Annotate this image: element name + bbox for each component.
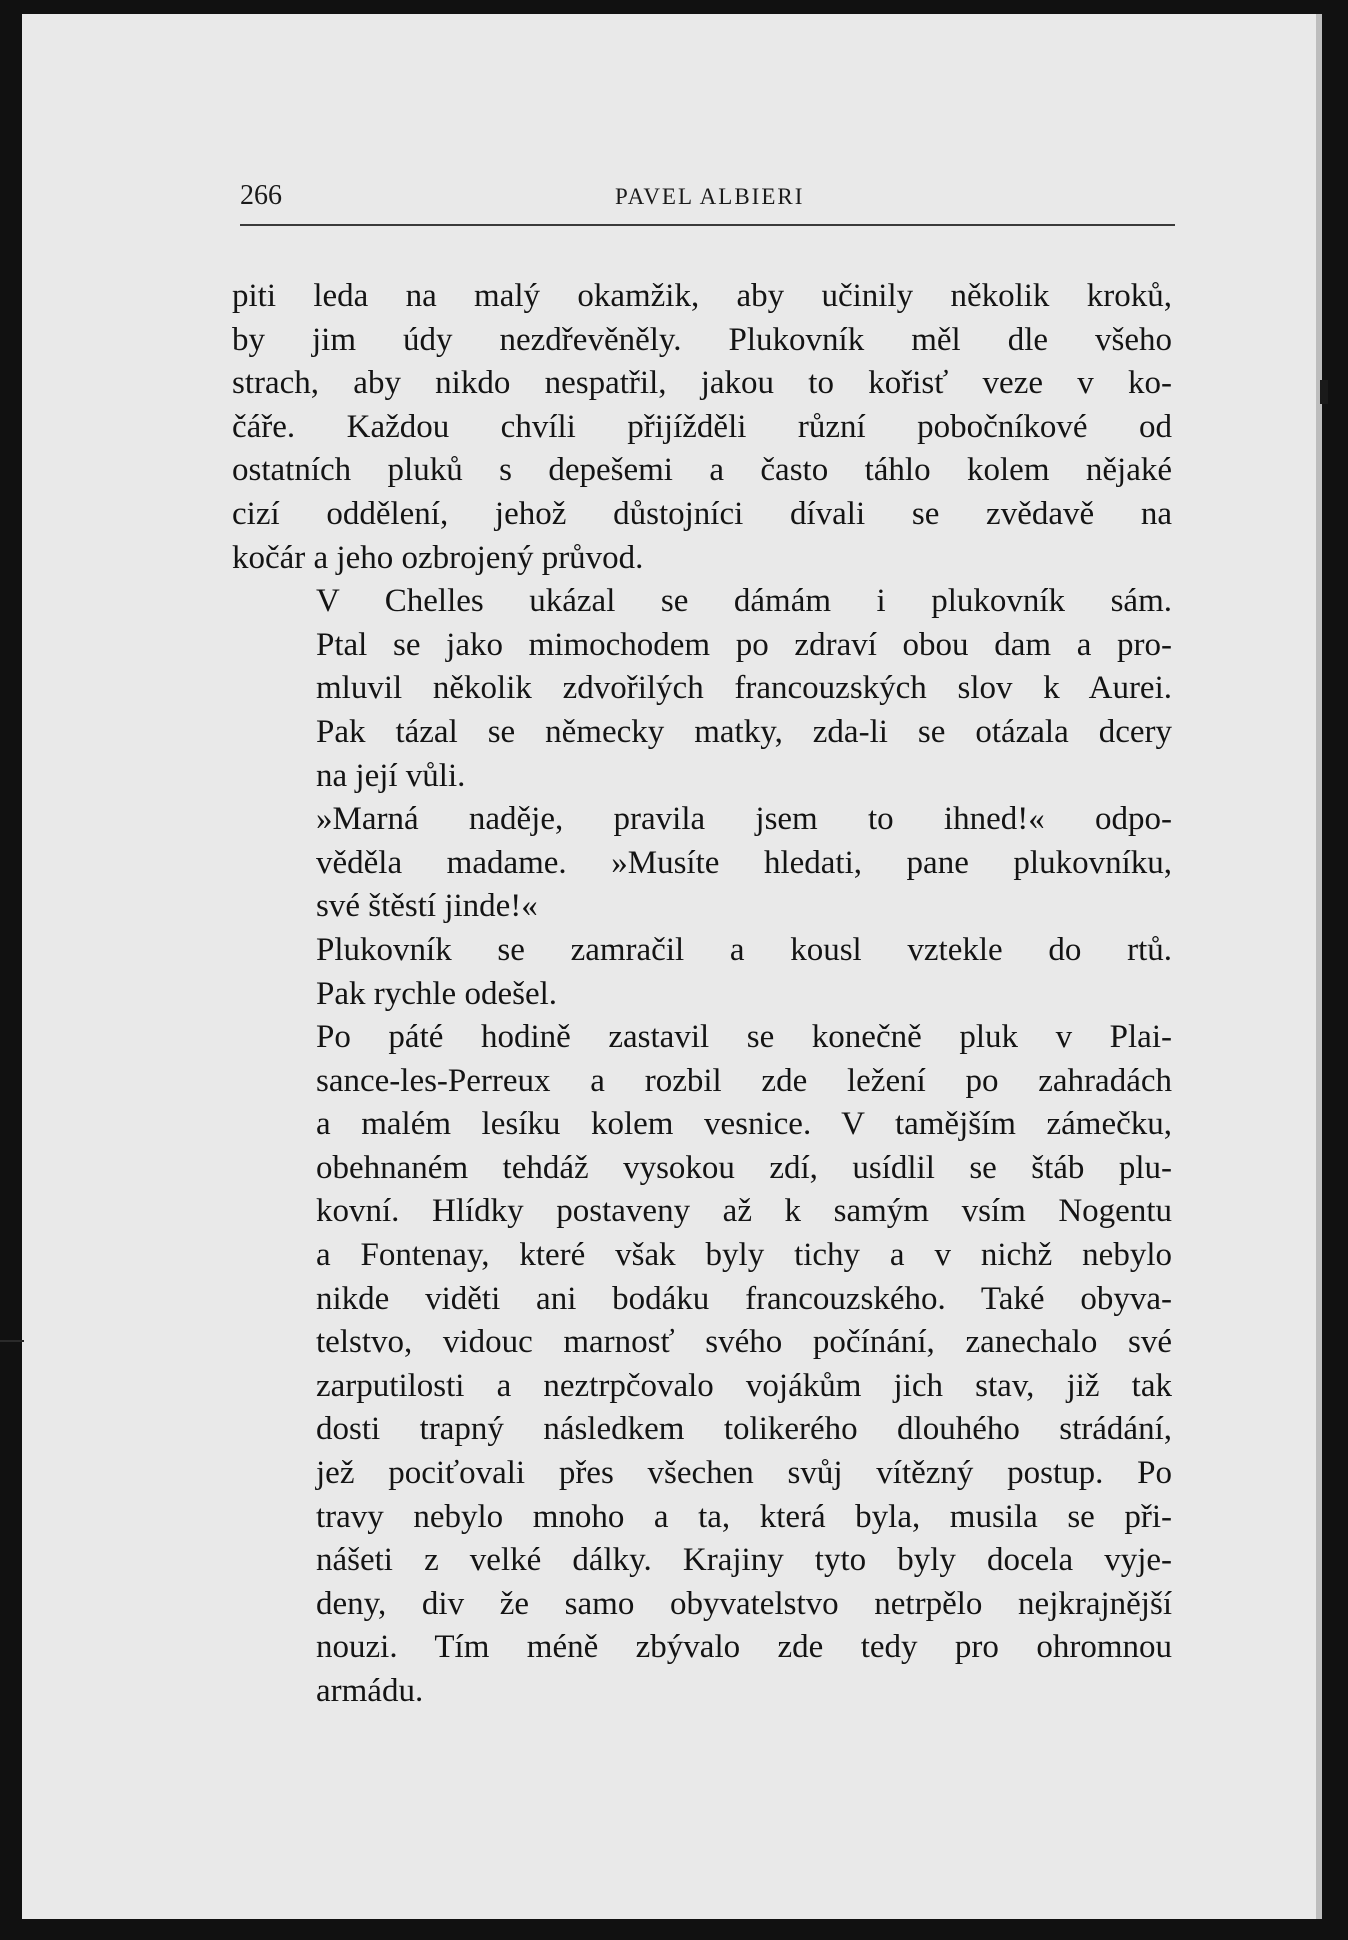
page-number: 266 [240,180,282,211]
text-line: a malém lesíku kolem vesnice. V tamějším zámečku, [316,1106,1172,1143]
text-line: by jim údy nezdřevěněly. Plukovník měl dle všeho [232,321,1172,358]
text-line: nášeti z velké dálky. Krajiny tyto byly docela vyje- [316,1542,1172,1579]
header-author: PAVEL ALBIERI [615,184,805,209]
text-line: věděla madame. »Musíte hledati, pane plukovníku, [316,844,1172,881]
text-line: Ptal se jako mimochodem po zdraví obou dam a pro- [316,626,1172,663]
text-line: »Marná naděje, pravila jsem to ihned!« odpo- [316,801,1172,838]
text-line: travy nebylo mnoho a ta, která byla, musila se při- [316,1498,1172,1535]
text-line: kočár a jeho ozbrojený průvod. [232,539,644,576]
text-line: sance-les-Perreux a rozbil zde ležení po zahradách [316,1062,1172,1099]
margin-mark [1320,380,1328,404]
text-line: armádu. [316,1673,424,1709]
text-line: mluvil několik zdvořilých francouzských slov k Aurei. [316,670,1172,707]
text-line: zarputilosti a neztrpčovalo vojákům jich stav, již tak [316,1367,1172,1404]
text-line: dosti trapný následkem tolikerého dlouhého strádání, [316,1411,1172,1448]
text-line: a Fontenay, které však byly tichy a v nichž nebylo [316,1237,1172,1274]
header-rule [240,224,1175,226]
paragraph [232,580,1172,798]
text-line: jež pociťovali přes všechen svůj vítězný postup. Po [316,1455,1172,1492]
text-line: Po páté hodině zastavil se konečně pluk v Plai- [316,1019,1172,1056]
running-head [240,180,1175,222]
margin-mark [0,1340,24,1342]
text-line: Pak rychle odešel. [316,975,558,1012]
paragraph [232,275,1172,580]
text-line: své štěstí jinde!« [316,888,538,925]
text-line: ostatních pluků s depešemi a často táhlo kolem nějaké [232,452,1172,489]
text-line: nikde viděti ani bodáku francouzského. Také obyva- [316,1280,1172,1317]
text-line: nouzi. Tím méně zbývalo zde tedy pro ohromnou [316,1629,1172,1666]
text-line: čáře. Každou chvíli přijížděli různí pobočníkové od [232,408,1172,445]
text-line: kovní. Hlídky postaveny až k samým vsím Nogentu [316,1193,1172,1230]
text-line: deny, div že samo obyvatelstvo netrpělo nejkrajnější [316,1585,1172,1622]
paragraph [232,798,1172,929]
text-line: telstvo, vidouc marnosť svého počínání, zanechalo své [316,1324,1172,1361]
text-line: piti leda na malý okamžik, aby učinily několik kroků, [232,278,1172,314]
text-line: Plukovník se zamračil a kousl vztekle do rtů. [316,931,1172,968]
text-line: obehnaném tehdáž vysokou zdí, usídlil se štáb plu- [316,1149,1172,1186]
paragraph [232,929,1172,1016]
text-line: cizí oddělení, jehož důstojníci dívali se zvědavě na [232,495,1172,532]
body-text [232,275,1172,1714]
paragraph [232,1016,1172,1714]
text-line: na její vůli. [316,757,466,794]
text-line: V Chelles ukázal se dámám i plukovník sám. [316,583,1172,620]
text-line: strach, aby nikdo nespatřil, jakou to kořisť veze v ko- [232,365,1172,402]
text-line: Pak tázal se německy matky, zda-li se otázala dcery [316,713,1172,750]
